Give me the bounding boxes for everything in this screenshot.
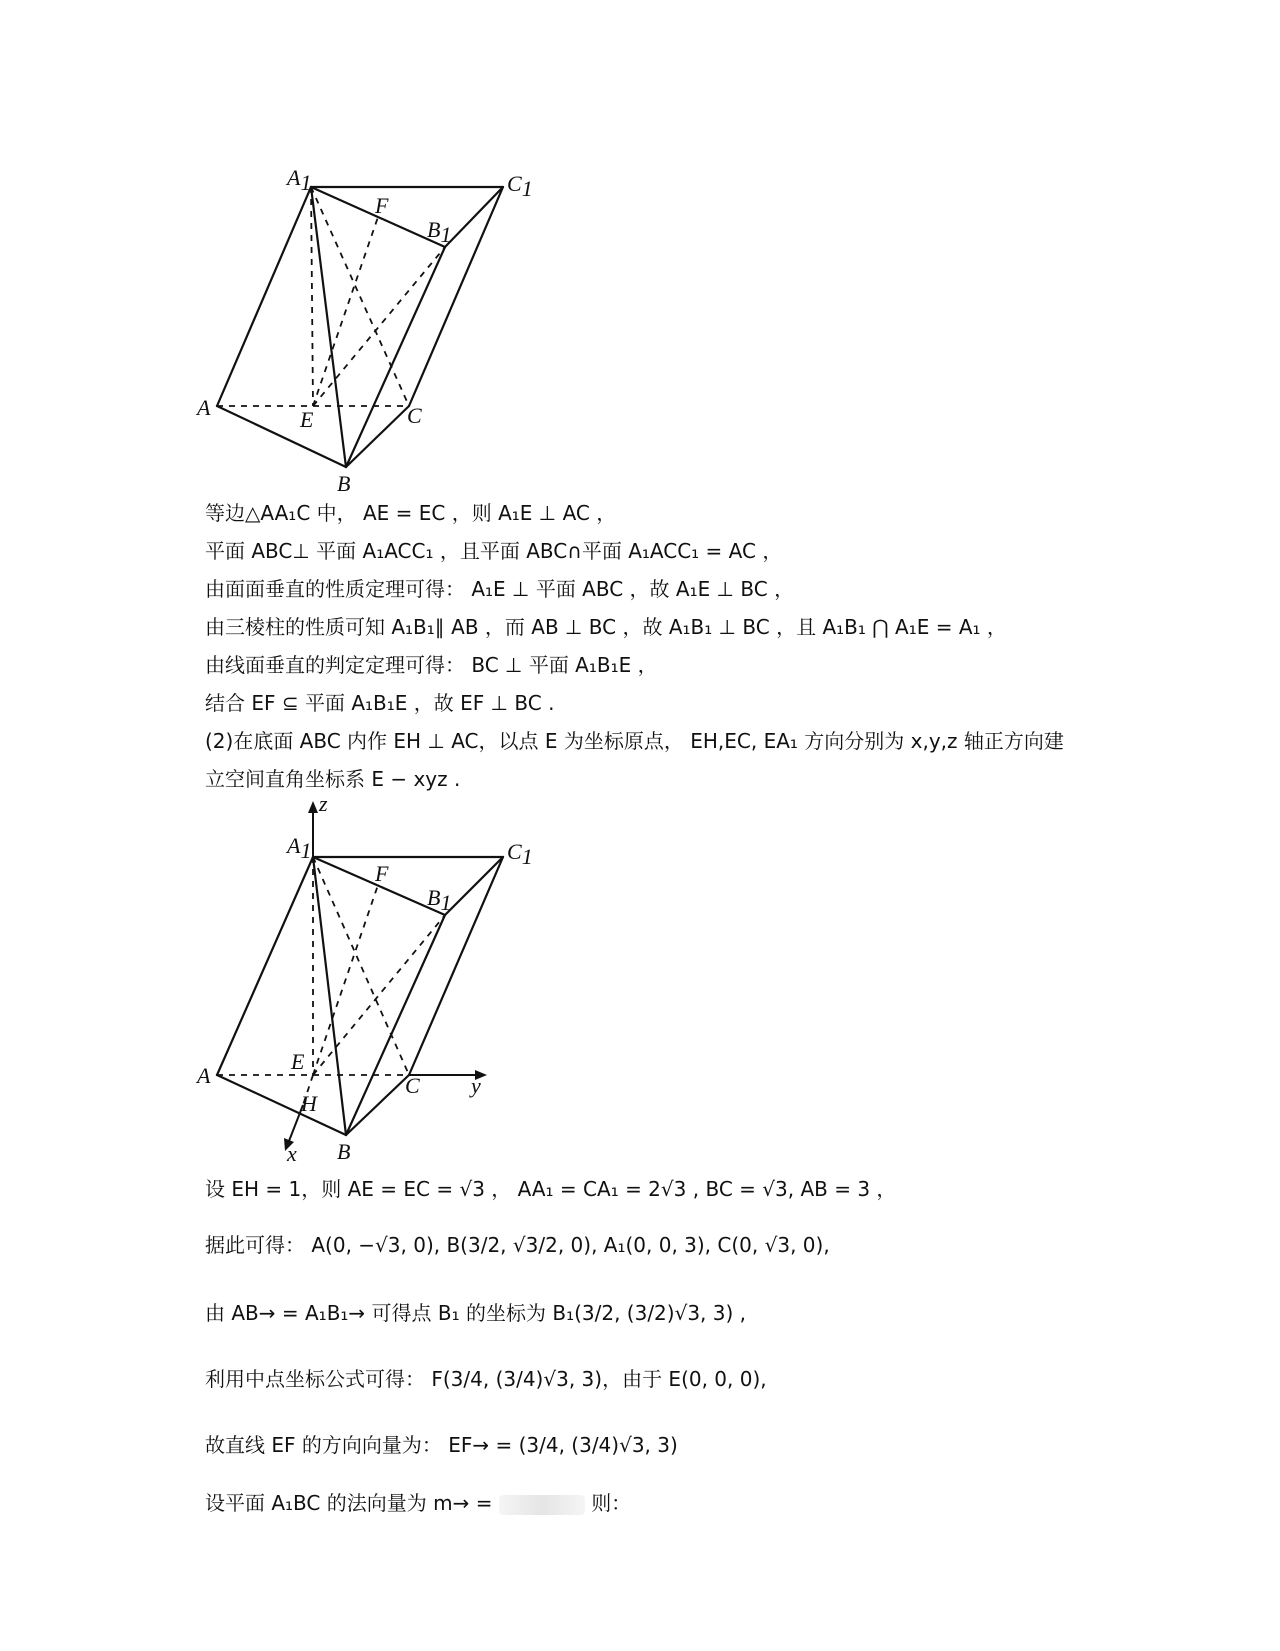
label-e: E — [291, 1049, 305, 1074]
proof-line-3: 由面面垂直的性质定理可得： A₁E ⊥ 平面 ABC ，故 A₁E ⊥ BC ， — [205, 577, 795, 601]
edge-a1-b — [313, 857, 346, 1135]
edge-a1-b — [311, 187, 346, 467]
edge-a-b — [217, 406, 346, 467]
coord-line-5: 故直线 EF 的方向向量为： EF→ = (3/4, (3/4)√3, 3) — [205, 1433, 678, 1457]
edge-c1-b1 — [445, 857, 503, 915]
prism-figure-1-svg — [195, 165, 555, 500]
prism-figure-1 — [195, 165, 555, 500]
proof-line-5: 由线面垂直的判定定理可得： BC ⊥ 平面 A₁B₁E ， — [205, 653, 658, 677]
label-f: F — [375, 193, 389, 218]
label-e: E — [300, 407, 314, 432]
then-text: 则： — [591, 1491, 632, 1515]
label-a1: A1 — [287, 833, 312, 863]
label-b1: B1 — [427, 885, 452, 915]
coord-line-2: 据此可得： A(0, −√3, 0), B(3/2, √3/2, 0), A₁(0, 0, 3), C(0, √3, 0), — [205, 1233, 830, 1257]
dash-a1-e — [311, 187, 313, 406]
proof-line-8: 立空间直角坐标系 E − xyz . — [205, 767, 461, 791]
blurred-region — [499, 1495, 585, 1515]
proof-line-7: (2)在底面 ABC 内作 EH ⊥ AC，以点 E 为坐标原点， EH,EC, EA₁ 方向分别为 x,y,z 轴正方向建 — [205, 729, 1064, 753]
coord-line-4: 利用中点坐标公式可得： F(3/4, (3/4)√3, 3)，由于 E(0, 0, 0), — [205, 1367, 767, 1391]
label-b: B — [337, 471, 351, 496]
coord-line-3: 由 AB→ = A₁B₁→ 可得点 B₁ 的坐标为 B₁(3/2, (3/2)√3, 3) , — [205, 1301, 747, 1325]
edge-b-c — [346, 406, 409, 467]
proof-line-2: 平面 ABC⊥ 平面 A₁ACC₁ ，且平面 ABC∩平面 A₁ACC₁ = AC ， — [205, 539, 783, 563]
dash-e-b1 — [313, 915, 445, 1075]
label-b1: B1 — [427, 217, 452, 247]
normal-vector-text: 设平面 A₁BC 的法向量为 m→ = — [205, 1491, 493, 1515]
edge-a-b — [217, 1075, 346, 1135]
prism-figure-2 — [195, 791, 533, 1166]
proof-line-6: 结合 EF ⊆ 平面 A₁B₁E ，故 EF ⊥ BC . — [205, 691, 555, 715]
dash-e-b1 — [313, 247, 445, 406]
proof-line-1: 等边△AA₁C 中， AE = EC ，则 A₁E ⊥ AC ， — [205, 501, 617, 525]
label-x: x — [287, 1141, 297, 1166]
label-c: C — [407, 403, 422, 428]
dash-e-f — [313, 217, 378, 406]
proof-line-4: 由三棱柱的性质可知 A₁B₁∥ AB ，而 AB ⊥ BC ，故 A₁B₁ ⊥ BC ，且 A₁B₁ ⋂ A₁E = A₁ ， — [205, 615, 1007, 639]
label-h: H — [301, 1091, 317, 1116]
edge-a1-a — [217, 187, 311, 406]
label-c1: C1 — [507, 839, 533, 869]
coord-line-1: 设 EH = 1，则 AE = EC = √3 ， AA₁ = CA₁ = 2√3 , BC = √3, AB = 3 ， — [205, 1177, 897, 1201]
edge-c1-b1 — [445, 187, 503, 247]
label-a: A — [197, 1063, 211, 1088]
edge-a1-a — [217, 857, 313, 1075]
label-a: A — [197, 395, 211, 420]
dash-e-f — [313, 885, 378, 1075]
coord-line-6 — [205, 1490, 631, 1516]
edge-b-c — [346, 1075, 409, 1135]
label-b: B — [337, 1139, 351, 1164]
label-y: y — [471, 1073, 481, 1098]
prism-figure-2-svg — [195, 791, 533, 1166]
dash-a1-c — [313, 857, 409, 1075]
label-a1: A1 — [287, 165, 312, 195]
label-c1: C1 — [507, 171, 533, 201]
label-c: C — [405, 1073, 420, 1098]
axis-z-arrow — [308, 801, 318, 813]
label-z: z — [319, 791, 328, 816]
label-f: F — [375, 861, 389, 886]
